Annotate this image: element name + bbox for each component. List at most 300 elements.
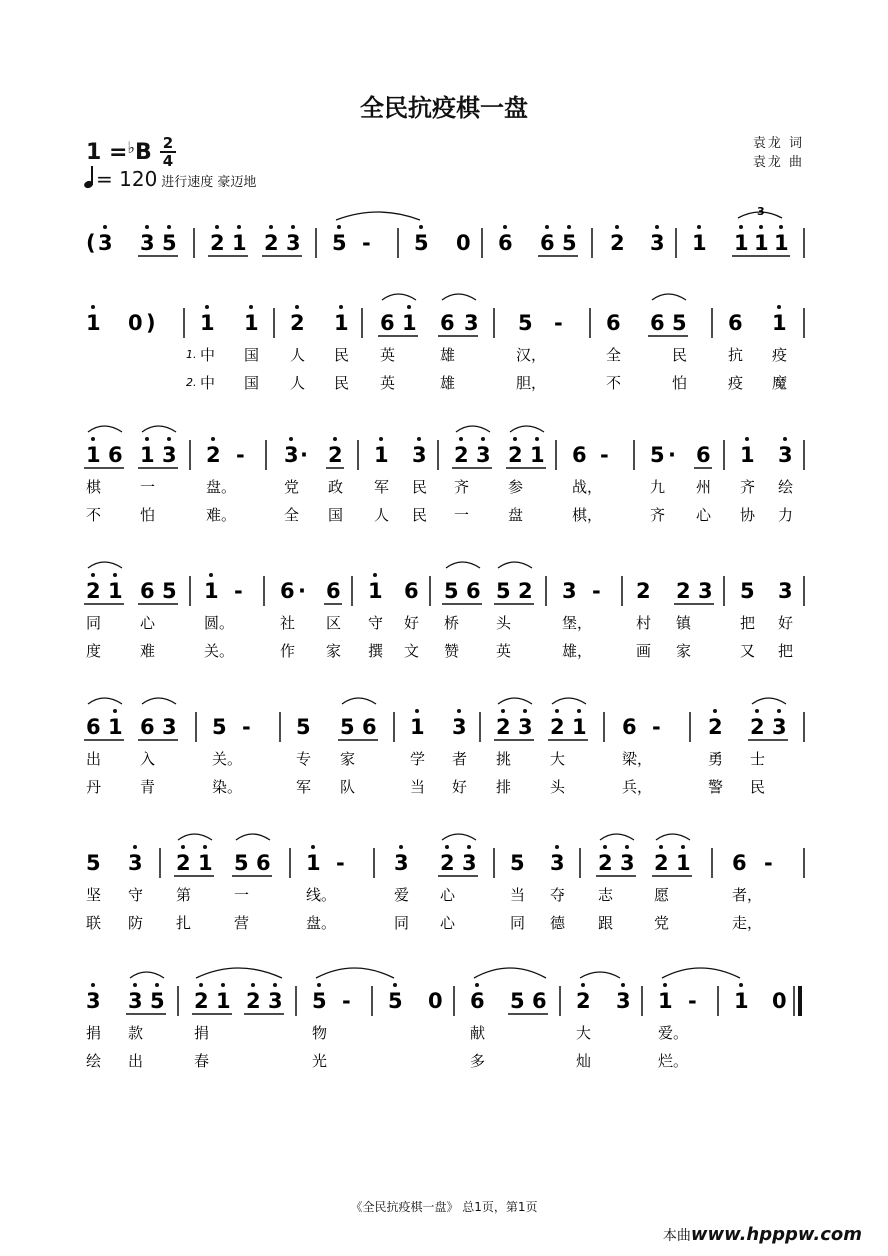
dot: ·	[298, 579, 306, 603]
lyric-syllable: 出	[128, 1052, 144, 1070]
verse-number: 2.	[186, 376, 197, 389]
note: 1	[198, 851, 213, 875]
note: 5	[150, 989, 165, 1013]
note: 1	[216, 989, 231, 1013]
lyric-syllable: 力	[778, 506, 794, 524]
lyric-syllable: 学	[410, 750, 426, 768]
note: 6	[466, 579, 481, 603]
lyric-syllable: 同	[510, 914, 526, 932]
tempo-description: 进行速度 豪迈地	[161, 175, 257, 190]
lyric-syllable: 齐	[740, 478, 756, 496]
lyric-syllable: 大	[576, 1024, 592, 1042]
note: 2	[440, 851, 455, 875]
lyric-syllable: 头	[550, 778, 566, 796]
lyric-syllable: 多	[470, 1052, 486, 1070]
lyric-syllable: 怕	[140, 506, 156, 524]
lyrics-verse-2	[200, 374, 787, 392]
key-prefix: 1 =	[86, 140, 128, 165]
note: 3	[128, 851, 143, 875]
rest: 0	[772, 989, 787, 1013]
dash: -	[554, 311, 563, 335]
lyric-syllable: 扎	[176, 914, 192, 932]
time-signature-top: 2	[162, 134, 174, 152]
lyric-syllable: 疫	[728, 374, 744, 392]
note: 1	[334, 311, 349, 335]
note: 5	[340, 715, 355, 739]
note: 2	[598, 851, 613, 875]
note: 2	[610, 231, 625, 255]
lyric-syllable: 志	[598, 886, 614, 904]
note: 6	[650, 311, 665, 335]
note: 2	[210, 231, 225, 255]
lyric-syllable: 人	[374, 506, 390, 524]
lyric-syllable: 党	[284, 478, 300, 496]
note: 1	[754, 231, 769, 255]
lyric-syllable: 镇	[676, 614, 692, 632]
note: 1	[86, 443, 101, 467]
note: 6	[540, 231, 555, 255]
note: 5	[234, 851, 249, 875]
note: 3	[616, 989, 631, 1013]
lyric-syllable: 州	[696, 478, 712, 496]
note: 1	[410, 715, 425, 739]
note: 1	[200, 311, 215, 335]
note: 5	[162, 231, 177, 255]
lyric-syllable: 队	[340, 778, 356, 796]
note: 1	[374, 443, 389, 467]
note: 2	[496, 715, 511, 739]
watermark-prefix: 本曲	[662, 1228, 691, 1244]
note: 1	[140, 443, 155, 467]
lyric-syllable: 心	[440, 914, 456, 932]
note: 2	[654, 851, 669, 875]
lyric-syllable: 区	[326, 614, 342, 632]
lyric-syllable: 全	[606, 346, 622, 364]
lyric-syllable: 社	[280, 614, 296, 632]
dash: -	[362, 231, 371, 255]
lyrics-verse-2	[86, 642, 793, 660]
note: 6	[86, 715, 101, 739]
lyric-syllable: 不	[86, 506, 102, 524]
dash: -	[764, 851, 773, 875]
lyrics-verse-1	[86, 614, 793, 632]
lyrics-verse-2	[86, 914, 762, 932]
score-line-1	[86, 205, 804, 258]
note: 2	[550, 715, 565, 739]
note: 2	[290, 311, 305, 335]
note: 1	[204, 579, 219, 603]
lyric-syllable: 堡，	[562, 614, 593, 632]
dash: -	[336, 851, 345, 875]
note: 2	[518, 579, 533, 603]
lyric-syllable: 民	[334, 374, 350, 392]
note: 1	[108, 715, 123, 739]
lyric-syllable: 愿	[654, 886, 670, 904]
lyric-syllable: 勇	[708, 750, 724, 768]
dash: -	[688, 989, 697, 1013]
note: 5	[212, 715, 227, 739]
note: 1	[692, 231, 707, 255]
note: 2	[86, 579, 101, 603]
note: 3	[284, 443, 299, 467]
note: 1	[676, 851, 691, 875]
tempo-bpm: = 120	[96, 167, 158, 191]
lyric-syllable: 坚	[86, 886, 102, 904]
score-line-4	[84, 562, 804, 606]
note: 3	[86, 989, 101, 1013]
lyric-syllable: 盘	[508, 506, 524, 524]
lyric-syllable: 齐	[454, 478, 470, 496]
lyric-syllable: 防	[128, 914, 144, 932]
score-line-5	[84, 698, 804, 742]
lyric-syllable: 青	[140, 778, 156, 796]
note: 1	[774, 231, 789, 255]
note: 2	[676, 579, 691, 603]
page-footer: 《全民抗疫棋一盘》 总1页，第1页	[350, 1200, 538, 1214]
lyric-syllable: 家	[340, 750, 356, 768]
note: 1	[740, 443, 755, 467]
lyric-syllable: 战，	[572, 478, 603, 496]
dash: -	[600, 443, 609, 467]
note: 1	[306, 851, 321, 875]
note: 6	[440, 311, 455, 335]
rest: 0	[428, 989, 443, 1013]
lyric-syllable: 把	[740, 614, 756, 632]
note: 6	[572, 443, 587, 467]
song-title: 全民抗疫棋一盘	[360, 93, 528, 122]
lyric-syllable: 心	[696, 506, 712, 524]
lyric-syllable: 排	[496, 778, 512, 796]
note: 3	[620, 851, 635, 875]
lyric-syllable: 棋	[86, 478, 102, 496]
lyric-syllable: 人	[290, 346, 306, 364]
note: 5	[650, 443, 665, 467]
note: 5	[496, 579, 511, 603]
lyric-syllable: 一	[140, 478, 156, 496]
note: 3	[128, 989, 143, 1013]
key-note: B	[134, 140, 152, 165]
lyric-syllable: 出	[86, 750, 102, 768]
lyric-syllable: 灿	[576, 1052, 592, 1070]
lyric-syllable: 烂。	[658, 1052, 689, 1070]
note: 3	[412, 443, 427, 467]
dash: -	[652, 715, 661, 739]
note: 2	[328, 443, 343, 467]
lyric-syllable: 难。	[206, 506, 237, 524]
lyric-syllable: 国	[244, 346, 260, 364]
lyrics-verse-2	[86, 1052, 688, 1070]
lyric-syllable: 同	[86, 614, 102, 632]
lyric-syllable: 款	[128, 1024, 144, 1042]
lyric-syllable: 光	[312, 1052, 328, 1070]
note: 6	[380, 311, 395, 335]
lyric-syllable: 度	[86, 642, 102, 660]
time-signature-bottom: 4	[162, 152, 174, 170]
lyrics-verse-1	[86, 1024, 688, 1042]
note: 6	[696, 443, 711, 467]
lyric-syllable: 挑	[496, 750, 512, 768]
note: 2	[206, 443, 221, 467]
note: 5	[312, 989, 327, 1013]
lyric-syllable: 文	[404, 642, 420, 660]
lyric-syllable: 全	[284, 506, 300, 524]
score-line-6	[86, 834, 804, 878]
lyric-syllable: 民	[412, 478, 428, 496]
note: 3	[452, 715, 467, 739]
note: 1	[244, 311, 259, 335]
lyric-syllable: 政	[328, 478, 344, 496]
lyric-syllable: 赞	[444, 642, 460, 660]
note: 5	[332, 231, 347, 255]
lyric-syllable: 营	[234, 914, 250, 932]
dash: -	[592, 579, 601, 603]
note: 1	[530, 443, 545, 467]
note: 6	[326, 579, 341, 603]
lyric-syllable: 一	[234, 886, 250, 904]
lyric-syllable: 棋，	[572, 506, 603, 524]
lyric-syllable: 参	[508, 478, 524, 496]
score-line-7	[86, 968, 802, 1016]
note: 6	[622, 715, 637, 739]
lyric-syllable: 盘。	[306, 914, 337, 932]
lyrics-verse-1	[200, 346, 787, 364]
lyric-syllable: 捐	[194, 1024, 210, 1042]
lyric-syllable: 党	[654, 914, 670, 932]
note: 1	[734, 989, 749, 1013]
note: 3	[140, 231, 155, 255]
note: 5	[562, 231, 577, 255]
lyric-syllable: 者，	[732, 886, 763, 904]
lyric-syllable: 春	[194, 1052, 210, 1070]
lyric-syllable: 撰	[368, 642, 384, 660]
note: 2	[576, 989, 591, 1013]
verse-number: 1.	[186, 348, 197, 361]
note: 3	[162, 443, 177, 467]
lyric-syllable: 抗	[728, 346, 744, 364]
note: 3	[394, 851, 409, 875]
dot: ·	[668, 443, 676, 467]
lyric-syllable: 守	[368, 614, 384, 632]
lyric-syllable: 作	[280, 642, 296, 660]
lyrics	[86, 346, 793, 1070]
lyric-syllable: 绘	[778, 478, 794, 496]
score-line-2	[86, 294, 804, 338]
lyric-syllable: 国	[328, 506, 344, 524]
note: 3	[772, 715, 787, 739]
note: 6	[140, 579, 155, 603]
note: 5	[672, 311, 687, 335]
note: 6	[404, 579, 419, 603]
lyric-syllable: 专	[296, 750, 312, 768]
lyric-syllable: 同	[394, 914, 410, 932]
lyric-syllable: 夺	[550, 886, 566, 904]
note: 5	[296, 715, 311, 739]
note: 1	[572, 715, 587, 739]
note: 2	[750, 715, 765, 739]
note: 6	[532, 989, 547, 1013]
note: 1	[658, 989, 673, 1013]
dash: -	[242, 715, 251, 739]
lyric-syllable: 盘。	[206, 478, 237, 496]
lyric-syllable: 捐	[86, 1024, 102, 1042]
dash: -	[342, 989, 351, 1013]
lyric-syllable: 者	[452, 750, 468, 768]
note: 6	[362, 715, 377, 739]
lyric-syllable: 丹	[86, 778, 102, 796]
lyric-syllable: 爱。	[658, 1024, 689, 1042]
lyric-syllable: 疫	[772, 346, 788, 364]
lyric-syllable: 九	[650, 478, 666, 496]
note: 3	[550, 851, 565, 875]
lyric-syllable: 民	[750, 778, 766, 796]
lyric-syllable: 线。	[306, 886, 337, 904]
lyric-syllable: 民	[334, 346, 350, 364]
note: 5	[740, 579, 755, 603]
note: 6	[732, 851, 747, 875]
note: 5	[388, 989, 403, 1013]
note: 3	[562, 579, 577, 603]
lyric-syllable: 警	[708, 778, 724, 796]
lyric-syllable: 跟	[598, 914, 614, 932]
lyric-syllable: 家	[326, 642, 342, 660]
note: 5	[162, 579, 177, 603]
note: 2	[508, 443, 523, 467]
note: 6	[606, 311, 621, 335]
lyric-syllable: 当	[510, 886, 526, 904]
note: 1	[402, 311, 417, 335]
lyric-syllable: 好	[452, 778, 468, 796]
note: 2	[176, 851, 191, 875]
lyric-syllable: 英	[380, 374, 396, 392]
lyric-syllable: 兵，	[622, 778, 653, 796]
lyric-syllable: 不	[606, 374, 622, 392]
note: 5	[444, 579, 459, 603]
lyrics-verse-1	[86, 750, 765, 768]
dash: -	[234, 579, 243, 603]
lyrics-verse-2	[86, 778, 765, 796]
note: 3	[286, 231, 301, 255]
note: 5	[414, 231, 429, 255]
lyric-syllable: 爱	[394, 886, 410, 904]
note: 6	[280, 579, 295, 603]
lyric-syllable: 雄	[440, 346, 456, 364]
note: 3	[476, 443, 491, 467]
lyric-syllable: 怕	[672, 374, 688, 392]
lyric-syllable: 献	[470, 1024, 486, 1042]
lyric-syllable: 好	[404, 614, 420, 632]
note: 3	[778, 579, 793, 603]
note: 5	[510, 851, 525, 875]
lyric-syllable: 心	[440, 886, 456, 904]
lyric-syllable: 民	[672, 346, 688, 364]
lyrics-verse-2	[86, 506, 793, 524]
lyric-syllable: 英	[380, 346, 396, 364]
lyric-syllable: 家	[676, 642, 692, 660]
note: 6	[498, 231, 513, 255]
note: 6	[256, 851, 271, 875]
note: 3	[162, 715, 177, 739]
close-paren: )	[146, 311, 156, 335]
lyric-syllable: 走，	[732, 914, 763, 932]
note: 3	[518, 715, 533, 739]
lyric-syllable: 人	[290, 374, 306, 392]
lyric-syllable: 胆，	[516, 374, 547, 392]
note: 2	[194, 989, 209, 1013]
lyric-syllable: 军	[374, 478, 390, 496]
lyrics-verse-1	[86, 886, 762, 904]
note: 3	[464, 311, 479, 335]
lyric-syllable: 齐	[650, 506, 666, 524]
note: 2	[454, 443, 469, 467]
lyric-syllable: 中	[200, 346, 216, 364]
note: 5	[510, 989, 525, 1013]
lyric-syllable: 当	[410, 778, 426, 796]
lyric-syllable: 守	[128, 886, 144, 904]
lyric-syllable: 难	[140, 642, 156, 660]
lyric-syllable: 民	[412, 506, 428, 524]
note: 2	[636, 579, 651, 603]
lyric-syllable: 联	[86, 914, 102, 932]
watermark	[663, 1224, 862, 1245]
note: 6	[108, 443, 123, 467]
note: 6	[140, 715, 155, 739]
lyrics-verse-1	[86, 478, 793, 496]
dash: -	[236, 443, 245, 467]
lyric-syllable: 第	[176, 886, 192, 904]
lyric-syllable: 好	[778, 614, 794, 632]
flat-icon: ♭	[127, 138, 135, 157]
note: 3	[650, 231, 665, 255]
lyric-syllable: 又	[740, 642, 756, 660]
note: 1	[86, 311, 101, 335]
lyric-syllable: 雄，	[562, 642, 593, 660]
lyric-syllable: 画	[636, 642, 652, 660]
note: 5	[86, 851, 101, 875]
note: 3	[698, 579, 713, 603]
rest: 0	[128, 311, 143, 335]
lyric-syllable: 绘	[86, 1052, 102, 1070]
note: 1	[368, 579, 383, 603]
dot: ·	[300, 443, 308, 467]
note: 6	[728, 311, 743, 335]
lyric-syllable: 协	[740, 506, 756, 524]
lyric-syllable: 染。	[212, 778, 243, 796]
lyric-syllable: 关。	[212, 750, 243, 768]
note: 5	[518, 311, 533, 335]
lyric-syllable: 桥	[444, 614, 460, 632]
lyric-syllable: 村	[636, 614, 652, 632]
lyric-syllable: 汉，	[516, 346, 547, 364]
note: 2	[246, 989, 261, 1013]
lyric-syllable: 梁，	[622, 750, 653, 768]
lyric-syllable: 大	[550, 750, 566, 768]
note: 3	[462, 851, 477, 875]
note: 2	[264, 231, 279, 255]
lyric-syllable: 德	[550, 914, 566, 932]
lyric-syllable: 头	[496, 614, 512, 632]
composer-credit: 袁龙 曲	[752, 155, 804, 170]
note: 3	[778, 443, 793, 467]
open-paren: (	[86, 231, 96, 255]
triplet-mark: 3	[757, 205, 765, 218]
lyric-syllable: 国	[244, 374, 260, 392]
lyric-syllable: 物	[312, 1024, 328, 1042]
watermark-site: www.hpppw.com	[690, 1224, 862, 1245]
lyric-syllable: 军	[296, 778, 312, 796]
rest: 0	[456, 231, 471, 255]
lyric-syllable: 中	[200, 374, 216, 392]
lyric-syllable: 把	[778, 642, 794, 660]
